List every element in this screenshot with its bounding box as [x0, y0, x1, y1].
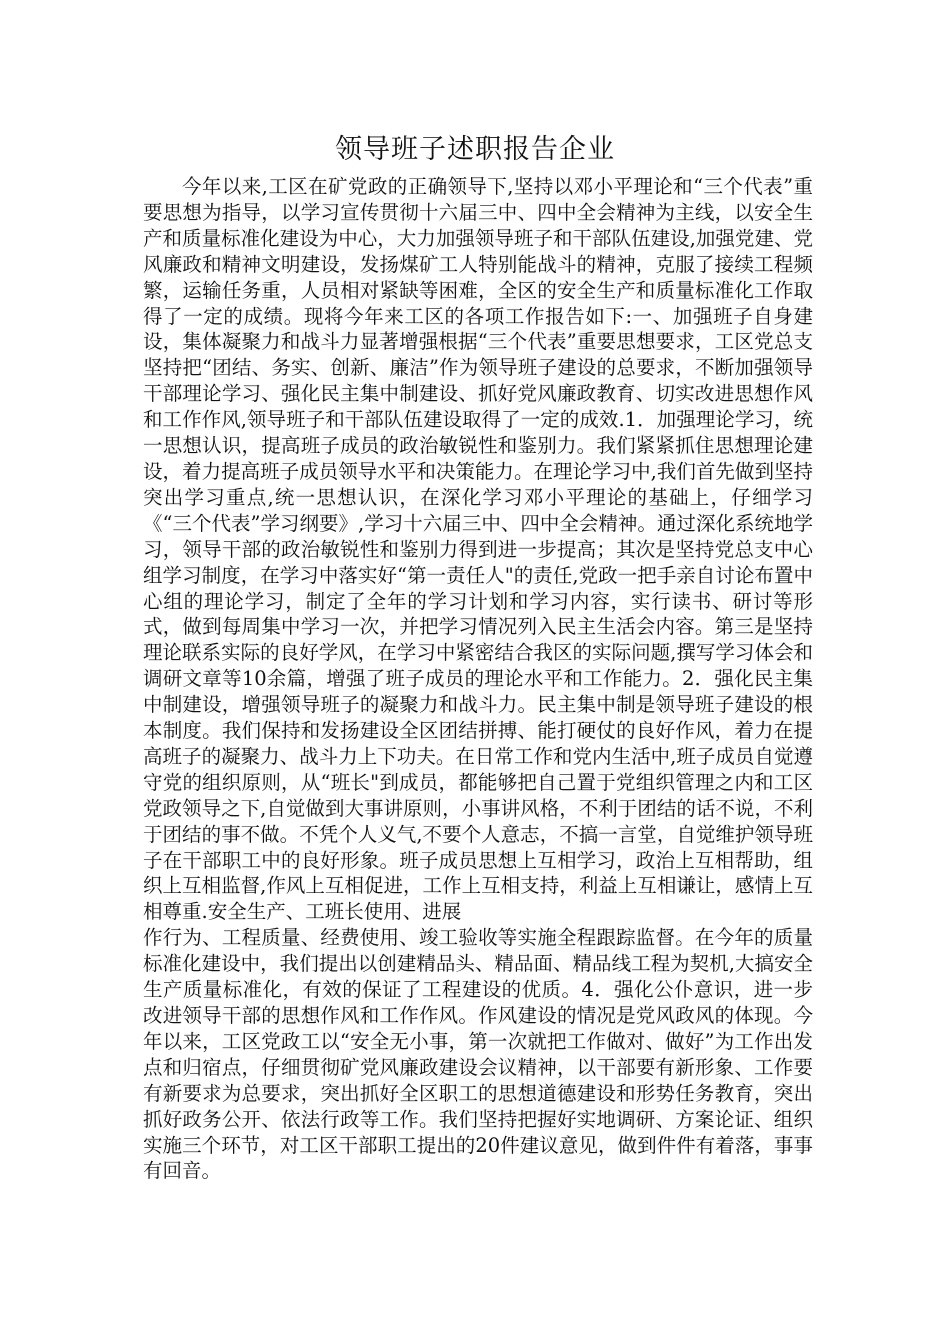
body-paragraph-2: 作行为、工程质量、经费使用、竣工验收等实施全程跟踪监督。在今年的质量标准化建设中，我们提出以创建精品头、精品面、精品线工程为契机,大搞安全生产质量标准化，有效的保证了工程建设的优质。4．强化公仆意识，进一步改进领导干部的思想作风和工作作风。作风建设的情况是党风政风的体现。今年以来，工区党政工以“安全无小事，第一次就把工作做对、做好”为工作出发点和归宿点，仔细贯彻矿党风廉政建设会议精神，以干部要有新形象、工作要有新要求为总要求，突出抓好全区职工的思想道德建设和形势任务教育，突出抓好政务公开、依法行政等工作。我们坚持把握好实地调研、方案论证、组织实施三个环节，对工区干部职工提出的20件建议意见，做到件件有着落，事事有回音。: [143, 926, 813, 1183]
document-body: [143, 174, 813, 1184]
body-paragraph-1: 今年以来,工区在矿党政的正确领导下,坚持以邓小平理论和“三个代表”重要思想为指导，以学习宣传贯彻十六届三中、四中全会精神为主线，以安全生产和质量标准化建设为中心，大力加强领导班子和干部队伍建设,加强党建、党风廉政和精神文明建设，发扬煤矿工人特别能战斗的精神，克服了接续工程频繁，运输任务重，人员相对紧缺等困难，全区的安全生产和质量标准化工作取得了一定的成绩。现将今年来工区的各项工作报告如下:一、加强班子自身建设，集体凝聚力和战斗力显著增强根据“三个代表”重要思想要求，工区党总支坚持把“团结、务实、创新、廉洁”作为领导班子建设的总要求，不断加强领导干部理论学习、强化民主集中制建设、抓好党风廉政教育、切实改进思想作风和工作作风,领导班子和干部队伍建设取得了一定的成效.1．加强理论学习，统一思想认识，提高班子成员的政治敏锐性和鉴别力。我们紧紧抓住思想理论建设，着力提高班子成员领导水平和决策能力。在理论学习中,我们首先做到坚持突出学习重点,统一思想认识，在深化学习邓小平理论的基础上，仔细学习《“三个代表”学习纲要》,学习十六届三中、四中全会精神。通过深化系统地学习，领导干部的政治敏锐性和鉴别力得到进一步提高；其次是坚持党总支中心组学习制度，在学习中落实好“第一责任人"的责任,党政一把手亲自讨论布置中心组的理论学习，制定了全年的学习计划和学习内容，实行读书、研讨等形式，做到每周集中学习一次，并把学习情况列入民主生活会内容。第三是坚持理论联系实际的良好学风，在学习中紧密结合我区的实际问题,撰写学习体会和调研文章等10余篇，增强了班子成员的理论水平和工作能力。2．强化民主集中制建设，增强领导班子的凝聚力和战斗力。民主集中制是领导班子建设的根本制度。我们保持和发扬建设全区团结拼搏、能打硬仗的良好作风，着力在提高班子的凝聚力、战斗力上下功夫。在日常工作和党内生活中,班子成员自觉遵守党的组织原则，从“班长"到成员，都能够把自己置于党组织管理之内和工区党政领导之下,自觉做到大事讲原则，小事讲风格，不利于团结的话不说，不利于团结的事不做。不凭个人义气,不要个人意志，不搞一言堂，自觉维护领导班子在干部职工中的良好形象。班子成员思想上互相学习，政治上互相帮助，组织上互相监督,作风上互相促进，工作上互相支持，利益上互相谦让，感情上互相尊重.安全生产、工班长使用、进展: [143, 175, 813, 924]
page-title: 领导班子述职报告企业: [335, 134, 615, 165]
